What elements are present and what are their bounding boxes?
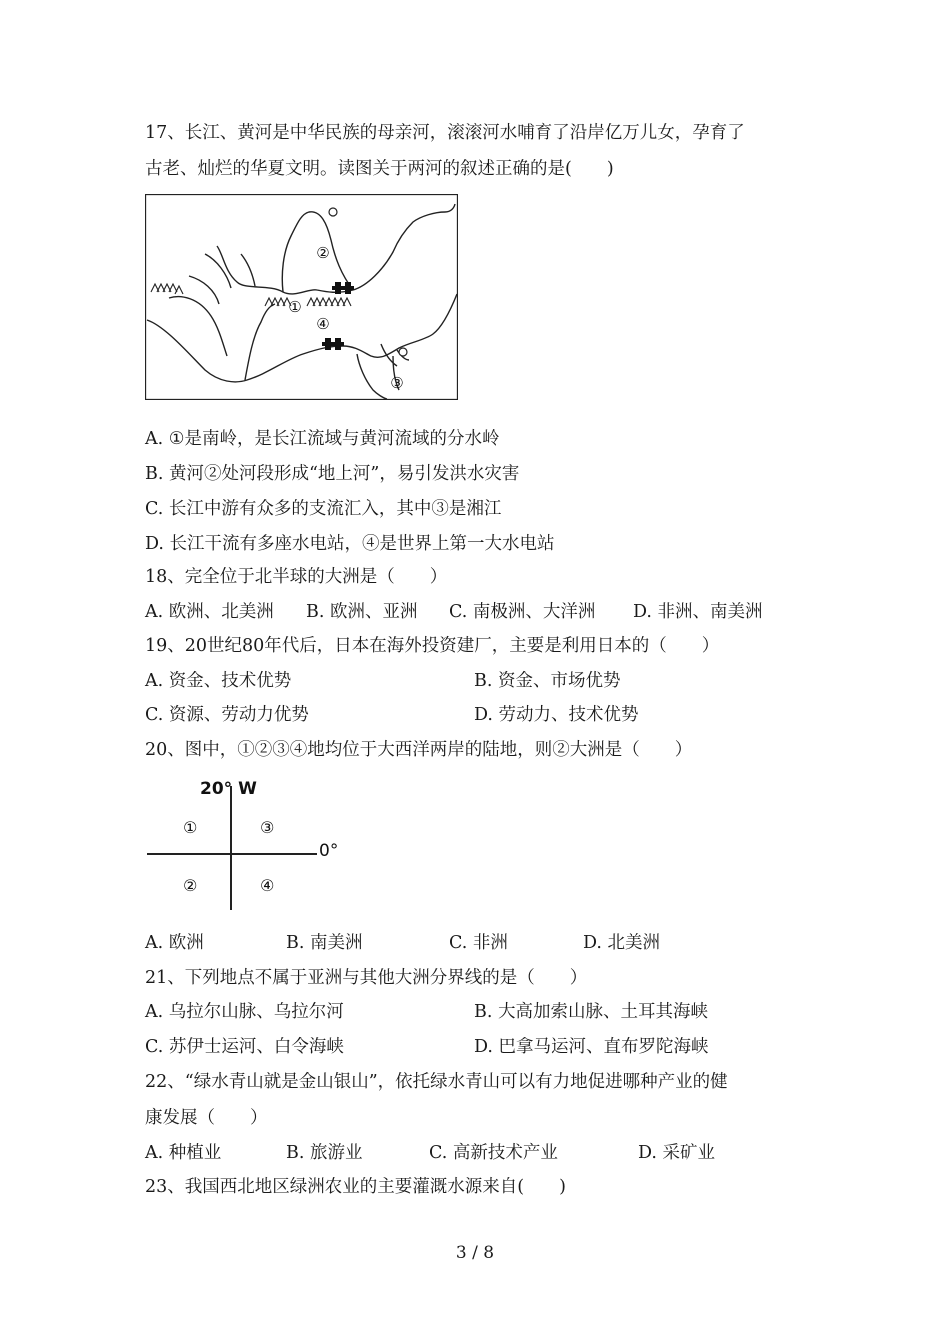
q20-option-b: B. 南美洲 — [286, 933, 363, 953]
map-marker-1: ① — [288, 298, 302, 316]
lat-label: 0° — [319, 841, 339, 861]
map-marker-2: ② — [316, 244, 330, 262]
q21-option-b: B. 大高加索山脉、土耳其海峡 — [474, 1002, 708, 1022]
q18-option-a: A. 欧洲、北美洲 — [145, 602, 274, 622]
q22-option-c: C. 高新技术产业 — [429, 1143, 558, 1163]
page-number: 3 / 8 — [455, 1243, 495, 1263]
q17-stem-line1: 17、长江、黄河是中华民族的母亲河，滚滚河水哺育了沿岸亿万儿女，孕育了 — [145, 123, 745, 143]
q21-option-d: D. 巴拿马运河、直布罗陀海峡 — [474, 1037, 709, 1057]
q20-stem: 20、图中，①②③④地均位于大西洋两岸的陆地，则②大洲是（ ） — [145, 740, 693, 760]
quadrant-1: ① — [183, 818, 198, 837]
quadrant-4: ④ — [260, 876, 275, 895]
q19-option-c: C. 资源、劳动力优势 — [145, 705, 309, 725]
q18-option-b: B. 欧洲、亚洲 — [306, 602, 418, 622]
q22-option-b: B. 旅游业 — [286, 1143, 363, 1163]
q19-option-d: D. 劳动力、技术优势 — [474, 705, 639, 725]
q18-option-c: C. 南极洲、大洋洲 — [449, 602, 596, 622]
q21-stem: 21、下列地点不属于亚洲与其他大洲分界线的是（ ） — [145, 968, 588, 988]
q20-quadrant-figure — [145, 774, 360, 912]
q17-river-map — [145, 194, 458, 400]
map-marker-4: ④ — [316, 315, 330, 333]
q19-option-a: A. 资金、技术优势 — [145, 671, 292, 691]
q22-option-a: A. 种植业 — [145, 1143, 222, 1163]
quadrant-2: ② — [183, 876, 198, 895]
q17-option-c: C. 长江中游有众多的支流汇入，其中③是湘江 — [145, 499, 502, 519]
quadrant-3: ③ — [260, 818, 275, 837]
q17-option-b: B. 黄河②处河段形成“地上河”，易引发洪水灾害 — [145, 464, 520, 484]
q17-stem-line2: 古老、灿烂的华夏文明。读图关于两河的叙述正确的是( ) — [145, 159, 614, 179]
q23-stem: 23、我国西北地区绿洲农业的主要灌溉水源来自( ) — [145, 1177, 566, 1197]
q20-option-d: D. 北美洲 — [583, 933, 661, 953]
q22-stem-line2: 康发展（ ） — [145, 1108, 268, 1128]
q18-option-d: D. 非洲、南美洲 — [633, 602, 763, 622]
map-marker-3: ③ — [390, 374, 404, 392]
q17-option-d: D. 长江干流有多座水电站，④是世界上第一大水电站 — [145, 534, 555, 554]
q17-option-a: A. ①是南岭，是长江流域与黄河流域的分水岭 — [145, 429, 500, 449]
q19-stem: 19、20世纪80年代后，日本在海外投资建厂，主要是利用日本的（ ） — [145, 636, 720, 656]
lon-label: 20° W — [200, 779, 257, 799]
q21-option-c: C. 苏伊士运河、白令海峡 — [145, 1037, 344, 1057]
q21-option-a: A. 乌拉尔山脉、乌拉尔河 — [145, 1002, 344, 1022]
q20-option-a: A. 欧洲 — [145, 933, 204, 953]
q22-option-d: D. 采矿业 — [638, 1143, 716, 1163]
q20-option-c: C. 非洲 — [449, 933, 508, 953]
q19-option-b: B. 资金、市场优势 — [474, 671, 621, 691]
q18-stem: 18、完全位于北半球的大洲是（ ） — [145, 567, 448, 587]
q22-stem-line1: 22、“绿水青山就是金山银山”，依托绿水青山可以有力地促进哪种产业的健 — [145, 1072, 728, 1092]
